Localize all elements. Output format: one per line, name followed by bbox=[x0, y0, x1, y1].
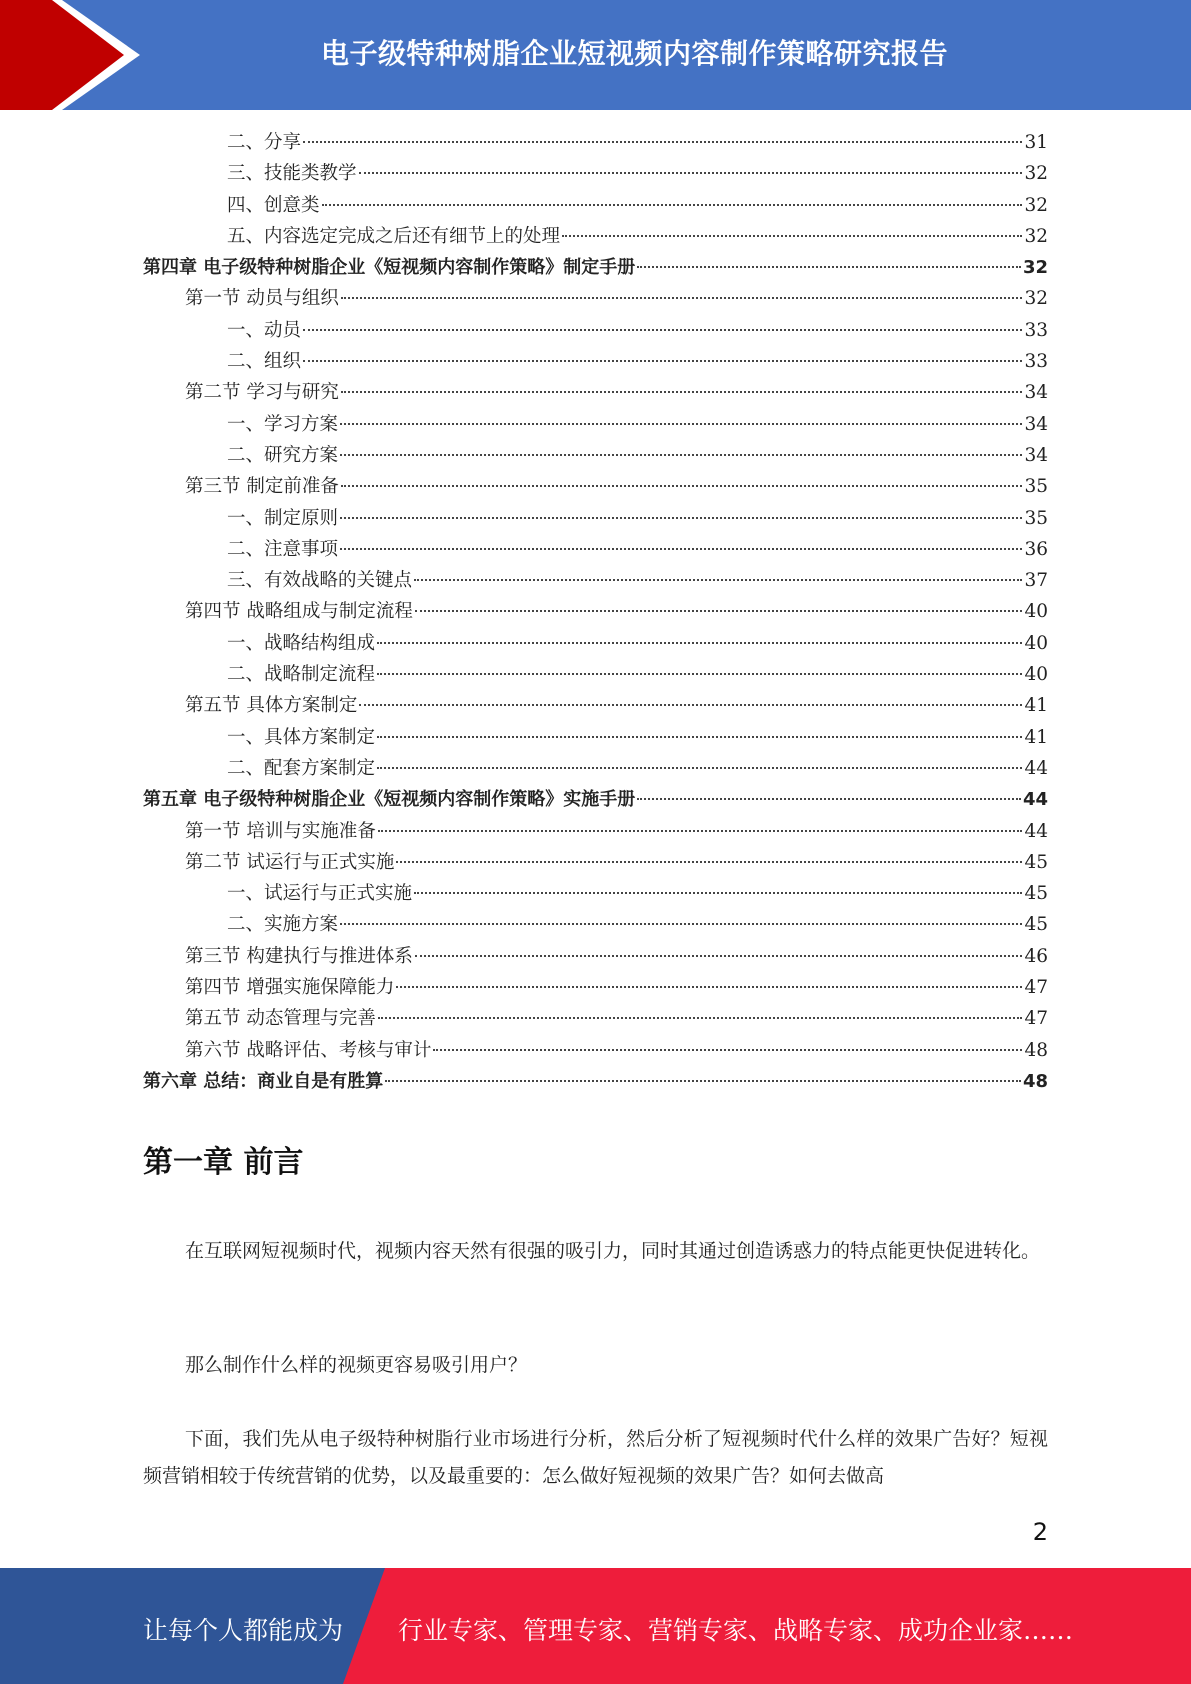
toc-dot-leader bbox=[340, 517, 1022, 519]
toc-entry-page: 46 bbox=[1024, 945, 1048, 967]
toc-entry-page: 40 bbox=[1024, 664, 1048, 686]
table-of-contents bbox=[143, 128, 1048, 1098]
toc-dot-leader bbox=[637, 798, 1021, 800]
toc-entry[interactable] bbox=[143, 691, 1048, 722]
toc-entry[interactable] bbox=[143, 597, 1048, 628]
toc-entry[interactable] bbox=[143, 1067, 1048, 1098]
toc-entry-page: 47 bbox=[1024, 977, 1048, 999]
toc-entry[interactable] bbox=[143, 629, 1048, 660]
toc-entry[interactable] bbox=[143, 128, 1048, 159]
toc-dot-leader bbox=[414, 579, 1022, 581]
toc-dot-leader bbox=[340, 423, 1022, 425]
toc-entry-title: 一、具体方案制定 bbox=[227, 726, 376, 748]
toc-entry-page: 34 bbox=[1024, 413, 1048, 435]
toc-entry-page: 44 bbox=[1024, 820, 1048, 842]
toc-dot-leader bbox=[377, 767, 1022, 769]
toc-entry[interactable] bbox=[143, 347, 1048, 378]
toc-dot-leader bbox=[303, 329, 1022, 331]
toc-entry-title: 第五节 具体方案制定 bbox=[185, 695, 358, 717]
toc-entry[interactable] bbox=[143, 754, 1048, 785]
toc-entry-page: 31 bbox=[1024, 132, 1048, 153]
toc-dot-leader bbox=[377, 642, 1022, 644]
toc-entry-title: 二、战略制定流程 bbox=[227, 664, 376, 686]
toc-dot-leader bbox=[359, 704, 1022, 706]
toc-entry-page: 34 bbox=[1024, 382, 1048, 404]
toc-entry-title: 第五节 动态管理与完善 bbox=[185, 1008, 376, 1030]
toc-entry-title: 二、配套方案制定 bbox=[227, 757, 376, 779]
toc-entry-page: 35 bbox=[1024, 507, 1048, 529]
toc-dot-leader bbox=[340, 548, 1022, 550]
toc-dot-leader bbox=[433, 1049, 1022, 1051]
toc-entry-title: 一、制定原则 bbox=[227, 507, 339, 529]
toc-entry[interactable] bbox=[143, 222, 1048, 253]
toc-entry[interactable] bbox=[143, 284, 1048, 315]
toc-dot-leader bbox=[415, 955, 1023, 957]
toc-dot-leader bbox=[341, 391, 1023, 393]
toc-entry-page: 33 bbox=[1024, 351, 1048, 373]
body-paragraph: 下面，我们先从电子级特种树脂行业市场进行分析，然后分析了短视频时代什么样的效果广告好？短视频营销相较于传统营销的优势，以及最重要的：怎么做好短视频的效果广告？如何去做高 bbox=[143, 1428, 1048, 1487]
toc-dot-leader bbox=[637, 266, 1021, 268]
toc-entry[interactable] bbox=[143, 785, 1048, 816]
toc-dot-leader bbox=[303, 141, 1022, 143]
footer-slogan-roles: 行业专家、管理专家、营销专家、战略专家、成功企业家…… bbox=[398, 1616, 1074, 1645]
toc-entry-page: 36 bbox=[1024, 538, 1048, 560]
toc-entry[interactable] bbox=[143, 535, 1048, 566]
toc-dot-leader bbox=[340, 454, 1022, 456]
toc-entry-page: 34 bbox=[1024, 444, 1048, 466]
toc-entry-title: 三、技能类教学 bbox=[227, 163, 357, 185]
toc-dot-leader bbox=[378, 1017, 1023, 1019]
toc-entry-title: 第五章 电子级特种树脂企业《短视频内容制作策略》实施手册 bbox=[143, 789, 636, 811]
toc-entry-page: 45 bbox=[1024, 851, 1048, 873]
toc-entry[interactable] bbox=[143, 253, 1048, 284]
toc-entry-page: 32 bbox=[1024, 163, 1048, 185]
toc-entry-title: 二、实施方案 bbox=[227, 914, 339, 936]
toc-dot-leader bbox=[414, 892, 1022, 894]
toc-entry-page: 48 bbox=[1022, 1070, 1048, 1092]
toc-dot-leader bbox=[378, 830, 1023, 832]
toc-dot-leader bbox=[322, 204, 1023, 206]
toc-entry-page: 40 bbox=[1024, 632, 1048, 654]
toc-entry[interactable] bbox=[143, 410, 1048, 441]
toc-dot-leader bbox=[385, 1080, 1021, 1082]
toc-entry-title: 第六章 总结：商业自是有胜算 bbox=[143, 1070, 384, 1092]
toc-dot-leader bbox=[415, 610, 1023, 612]
toc-entry[interactable] bbox=[143, 848, 1048, 879]
toc-entry-title: 二、注意事项 bbox=[227, 538, 339, 560]
toc-dot-leader bbox=[341, 297, 1023, 299]
toc-entry-page: 40 bbox=[1024, 601, 1048, 623]
toc-entry-page: 35 bbox=[1024, 476, 1048, 498]
toc-entry-page: 33 bbox=[1024, 319, 1048, 341]
toc-dot-leader bbox=[396, 861, 1022, 863]
toc-entry-title: 一、战略结构组成 bbox=[227, 632, 376, 654]
toc-entry[interactable] bbox=[143, 159, 1048, 190]
toc-entry-title: 一、学习方案 bbox=[227, 413, 339, 435]
toc-entry-page: 44 bbox=[1024, 757, 1048, 779]
toc-entry-title: 一、试运行与正式实施 bbox=[227, 883, 413, 905]
toc-entry-title: 二、研究方案 bbox=[227, 444, 339, 466]
toc-entry-title: 三、有效战略的关键点 bbox=[227, 570, 413, 592]
toc-dot-leader bbox=[359, 172, 1023, 174]
toc-dot-leader bbox=[341, 485, 1023, 487]
toc-entry[interactable] bbox=[143, 660, 1048, 691]
toc-entry-page: 41 bbox=[1024, 726, 1048, 748]
toc-entry[interactable] bbox=[143, 378, 1048, 409]
report-title: 电子级特种树脂企业短视频内容制作策略研究报告 bbox=[320, 37, 948, 70]
toc-entry[interactable] bbox=[143, 504, 1048, 535]
toc-entry-page: 47 bbox=[1024, 1008, 1048, 1030]
toc-entry[interactable] bbox=[143, 910, 1048, 941]
toc-entry[interactable] bbox=[143, 973, 1048, 1004]
toc-entry-title: 第三节 构建执行与推进体系 bbox=[185, 945, 413, 967]
toc-entry-page: 32 bbox=[1024, 288, 1048, 310]
toc-dot-leader bbox=[340, 923, 1022, 925]
footer-slogan-lead: 让每个人都能成为 bbox=[143, 1616, 344, 1645]
body-paragraph: 那么制作什么样的视频更容易吸引用户？ bbox=[185, 1354, 528, 1376]
toc-entry-page: 44 bbox=[1022, 789, 1048, 811]
toc-entry-page: 37 bbox=[1024, 570, 1048, 592]
toc-entry-title: 第四节 增强实施保障能力 bbox=[185, 977, 395, 999]
toc-entry-title: 第二节 学习与研究 bbox=[185, 382, 339, 404]
toc-dot-leader bbox=[377, 673, 1022, 675]
toc-entry-page: 32 bbox=[1024, 194, 1048, 216]
toc-entry-title: 二、组织 bbox=[227, 351, 302, 373]
toc-entry-title: 第一节 动员与组织 bbox=[185, 288, 339, 310]
toc-entry[interactable] bbox=[143, 472, 1048, 503]
toc-entry[interactable] bbox=[143, 316, 1048, 347]
toc-entry-page: 32 bbox=[1024, 225, 1048, 247]
toc-entry-title: 四、创意类 bbox=[227, 194, 320, 216]
toc-entry[interactable] bbox=[143, 879, 1048, 910]
page-number: 2 bbox=[1032, 1518, 1048, 1546]
chapter-heading: 第一章 前言 bbox=[143, 1145, 304, 1180]
toc-dot-leader bbox=[562, 235, 1022, 237]
toc-entry-title: 第四章 电子级特种树脂企业《短视频内容制作策略》制定手册 bbox=[143, 257, 636, 279]
toc-entry[interactable] bbox=[143, 566, 1048, 597]
toc-entry[interactable] bbox=[143, 723, 1048, 754]
toc-entry[interactable] bbox=[143, 191, 1048, 222]
page-footer bbox=[0, 1568, 1191, 1684]
toc-entry-title: 二、分享 bbox=[227, 132, 302, 153]
toc-entry-title: 第四节 战略组成与制定流程 bbox=[185, 601, 413, 623]
toc-entry[interactable] bbox=[143, 942, 1048, 973]
toc-entry-title: 第六节 战略评估、考核与审计 bbox=[185, 1039, 432, 1061]
toc-entry-page: 45 bbox=[1024, 914, 1048, 936]
toc-entry-page: 41 bbox=[1024, 695, 1048, 717]
toc-entry-title: 五、内容选定完成之后还有细节上的处理 bbox=[227, 225, 561, 247]
toc-dot-leader bbox=[377, 736, 1022, 738]
toc-entry-title: 第一节 培训与实施准备 bbox=[185, 820, 376, 842]
toc-entry-title: 一、动员 bbox=[227, 319, 302, 341]
toc-entry-page: 48 bbox=[1024, 1039, 1048, 1061]
toc-entry[interactable] bbox=[143, 1036, 1048, 1067]
page-header bbox=[0, 0, 1191, 110]
toc-dot-leader bbox=[396, 986, 1022, 988]
toc-dot-leader bbox=[303, 360, 1022, 362]
toc-entry[interactable] bbox=[143, 1004, 1048, 1035]
toc-entry-title: 第三节 制定前准备 bbox=[185, 476, 339, 498]
toc-entry-page: 32 bbox=[1022, 257, 1048, 279]
toc-entry-title: 第二节 试运行与正式实施 bbox=[185, 851, 395, 873]
toc-entry-page: 45 bbox=[1024, 883, 1048, 905]
body-paragraph: 在互联网短视频时代，视频内容天然有很强的吸引力，同时其通过创造诱惑力的特点能更快促进转化。 bbox=[185, 1240, 1041, 1262]
toc-entry[interactable] bbox=[143, 441, 1048, 472]
toc-entry[interactable] bbox=[143, 817, 1048, 848]
